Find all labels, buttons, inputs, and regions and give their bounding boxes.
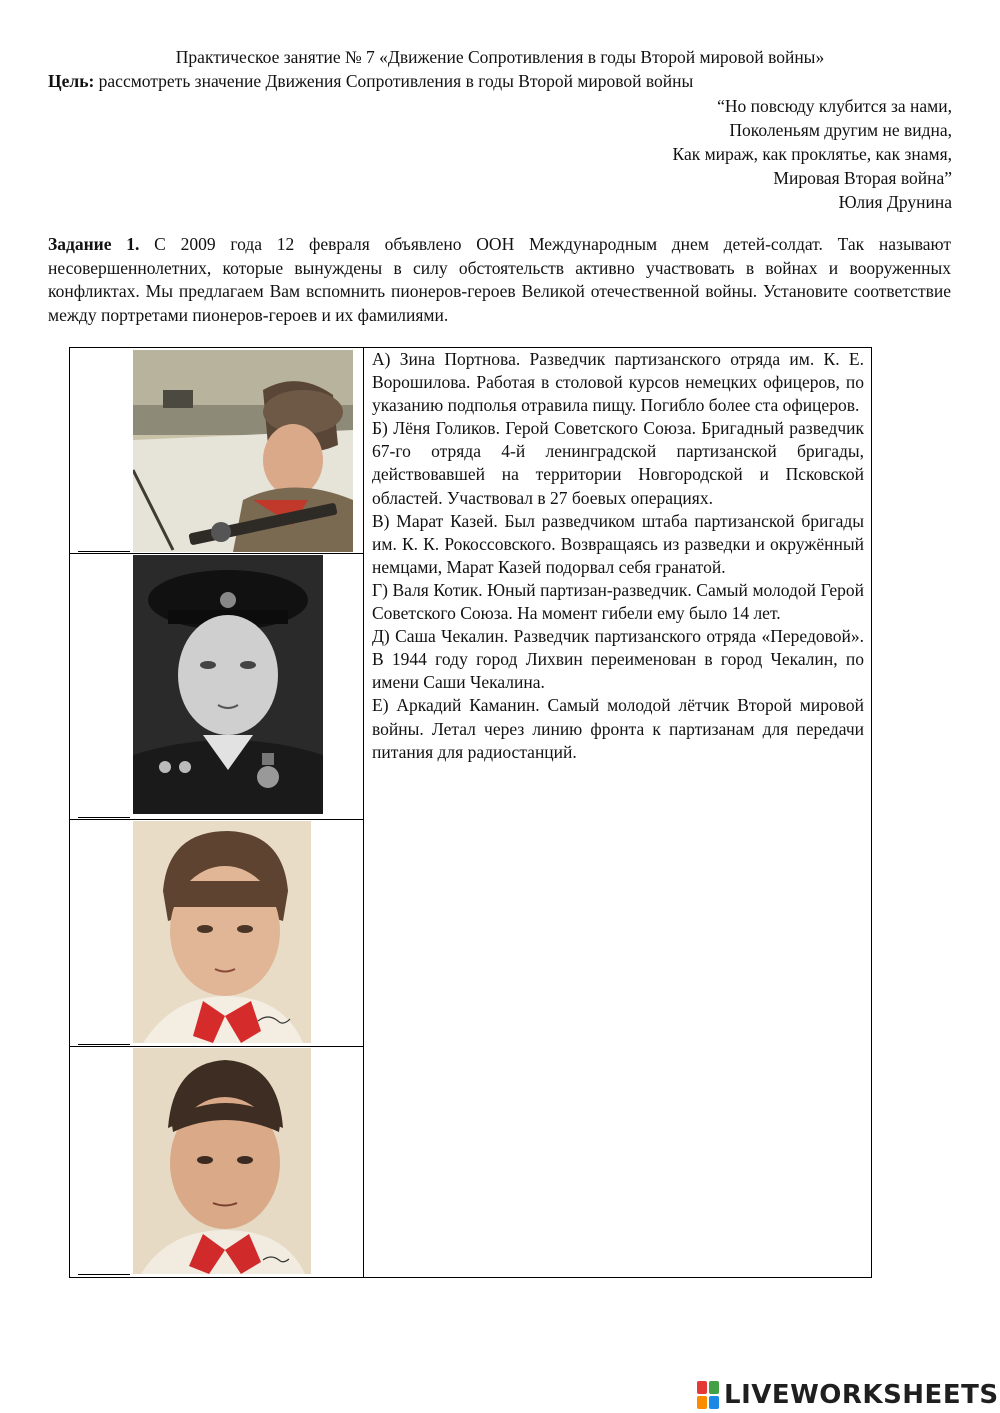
row-divider xyxy=(70,819,363,820)
logo-square-icon xyxy=(697,1396,707,1409)
task-paragraph xyxy=(48,233,951,327)
matching-table xyxy=(69,347,872,1278)
description-b: Б) Лёня Голиков. Герой Советского Союза. Бригадный разведчик 67-го отряда 4-й ленинградской партизанской бригады, действовавшей на территории Новгородской и Псковской областей. Участвовал в 27 боевых операциях. xyxy=(372,418,864,508)
row-divider xyxy=(70,553,363,554)
description-d: Д) Саша Чекалин. Разведчик партизанского отряда «Передовой». В 1944 году город Лихвин переименован в город Чекалин, по имени Саши Чекалина. xyxy=(372,626,864,693)
answer-blank-2[interactable] xyxy=(78,817,130,818)
epigraph-line: Мировая Вторая война” xyxy=(773,168,952,188)
logo-square-icon xyxy=(697,1381,707,1394)
description-v: В) Марат Казей. Был разведчиком штаба партизанской бригады им. К. К. Рокоссовского. Возвращаясь из разведки и окружённый немцами, Марат Казей подорвал себя гранатой. xyxy=(372,510,864,577)
task-text: С 2009 года 12 февраля объявлено ООН Международным днем детей-солдат. Так называют несовершеннолетних, которые вынуждены в силу обстоятельств активно участвовать в войнах и вооруженных конфликтах. Мы предлагаем Вам вспомнить пионеров-героев Великой отечественной войны. Установите соответствие между портретами пионеров-героев и их фамилиями. xyxy=(48,234,951,325)
portrait-3 xyxy=(133,821,311,1043)
row-divider xyxy=(70,1046,363,1047)
page-title: Практическое занятие № 7 «Движение Сопротивления в годы Второй мировой войны» xyxy=(175,47,825,67)
logo-square-icon xyxy=(709,1396,719,1409)
description-a: А) Зина Портнова. Разведчик партизанского отряда им. К. Е. Ворошилова. Работая в столовой курсов немецких офицеров, по указанию подполья отравила пищу. Погибло более ста офицеров. xyxy=(372,349,864,416)
answer-blank-4[interactable] xyxy=(78,1274,130,1275)
goal-line xyxy=(48,70,958,92)
epigraph-line: Поколеньям другим не видна, xyxy=(729,120,952,140)
liveworksheets-text: LIVEWORKSHEETS xyxy=(724,1380,999,1410)
task-label: Задание 1. xyxy=(48,234,140,254)
descriptions-cell xyxy=(372,348,864,764)
portrait-2 xyxy=(133,555,323,814)
table-divider xyxy=(363,348,364,1277)
portrait-4 xyxy=(133,1048,311,1274)
epigraph xyxy=(352,94,952,214)
epigraph-line: Как мираж, как проклятье, как знамя, xyxy=(672,144,952,164)
portrait-1 xyxy=(133,350,353,552)
logo-square-icon xyxy=(709,1381,719,1394)
answer-blank-3[interactable] xyxy=(78,1044,130,1045)
description-g: Г) Валя Котик. Юный партизан-разведчик. Самый молодой Герой Советского Союза. На момент гибели ему было 14 лет. xyxy=(372,579,864,624)
epigraph-author: Юлия Друнина xyxy=(838,192,952,212)
answer-blank-1[interactable] xyxy=(78,551,130,552)
epigraph-line: “Но повсюду клубится за нами, xyxy=(717,96,952,116)
liveworksheets-logo xyxy=(697,1378,999,1412)
goal-label: Цель: xyxy=(48,71,95,91)
liveworksheets-mark-icon xyxy=(697,1381,719,1409)
description-e: Е) Аркадий Каманин. Самый молодой лётчик Второй мировой войны. Летал через линию фронта к партизанам для передачи питания для радиостанций. xyxy=(372,695,864,762)
goal-text: рассмотреть значение Движения Сопротивления в годы Второй мировой войны xyxy=(94,71,694,91)
